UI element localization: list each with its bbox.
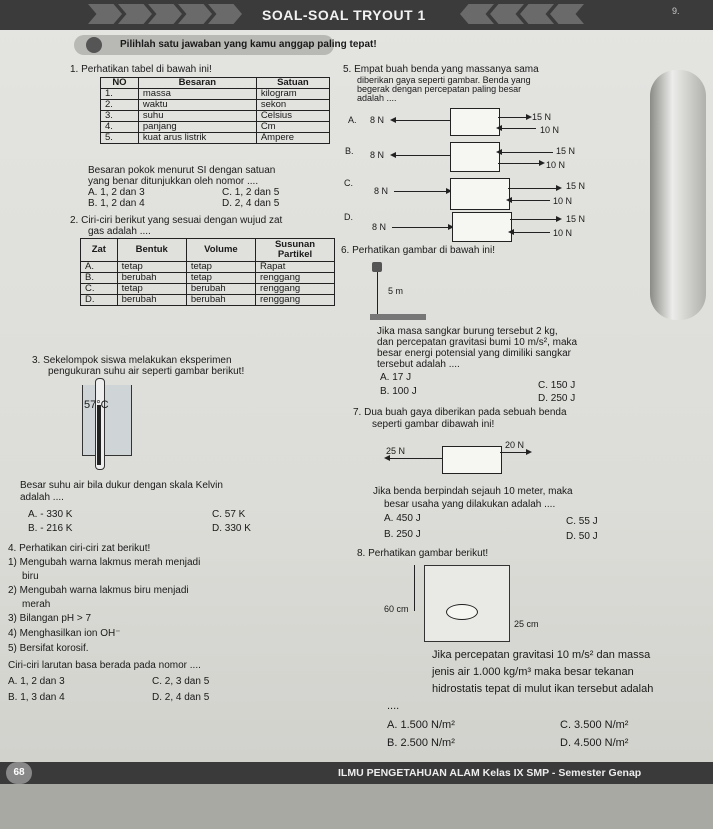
q2-prompt: gas adalah .... [88, 226, 151, 237]
force-arrow [394, 191, 450, 192]
q2-prompt: 2. Ciri-ciri berikut yang sesuai dengan wujud zat [70, 215, 283, 226]
q4-question: Ciri-ciri larutan basa berada pada nomor .... [8, 660, 201, 671]
force-label: 8 N [372, 222, 387, 232]
table-row: C. tetap berubah renggang [81, 284, 335, 295]
force-arrow [510, 219, 560, 220]
q3-option-b[interactable]: B. - 216 K [28, 523, 73, 534]
q8-question: hidrostatis tepat di mulut ikan tersebut adalah [432, 683, 654, 695]
q8-option-d[interactable]: D. 4.500 N/m² [560, 737, 629, 749]
force-label: 15 N [566, 181, 586, 191]
force-label: 8 N [370, 115, 385, 125]
q1-question: yang benar ditunjukkan oleh nomor .... [88, 176, 259, 187]
thermometer-reading: 57°C [84, 399, 109, 411]
q5-prompt: begerak dengan percepatan paling besar [357, 84, 522, 94]
depth-label: 60 cm [384, 604, 409, 614]
q7-question: Jika benda berpindah sejauh 10 meter, maka [373, 486, 573, 497]
q8-question: Jika percepatan gravitasi 10 m/s² dan massa [432, 649, 651, 661]
q6-question: tersebut adalah .... [377, 359, 460, 370]
q5-option-d[interactable]: D. [344, 212, 353, 222]
q2-table [80, 238, 335, 306]
q5-option-c[interactable]: C. [344, 178, 353, 188]
fish-depth-label: 25 cm [514, 619, 539, 629]
force-arrow [498, 128, 536, 129]
q4-item: 4) Menghasilkan ion OH⁻ [8, 628, 121, 639]
table-header: Besaran [138, 78, 256, 89]
q5-prompt: 5. Empat buah benda yang massanya sama [343, 64, 539, 75]
q7-question: besar usaha yang dilakukan adalah .... [384, 499, 556, 510]
q1-option-c[interactable]: C. 1, 2 dan 5 [222, 187, 280, 198]
q7-option-b[interactable]: B. 250 J [384, 529, 421, 540]
q1-option-a[interactable]: A. 1, 2 dan 3 [88, 187, 145, 198]
force-label: 8 N [374, 186, 389, 196]
instruction-text: Pilihlah satu jawaban yang kamu anggap paling tepat! [120, 39, 377, 50]
q4-item: 2) Mengubah warna lakmus biru menjadi [8, 585, 189, 596]
q1-prompt: 1. Perhatikan tabel di bawah ini! [70, 64, 212, 75]
q4-item: 3) Bilangan pH > 7 [8, 613, 92, 624]
force-label: 8 N [370, 150, 385, 160]
force-label: 25 N [386, 446, 406, 456]
fish-icon [446, 604, 478, 620]
q1-question: Besaran pokok menurut SI dengan satuan [88, 165, 276, 176]
force-arrow [510, 232, 550, 233]
q7-option-a[interactable]: A. 450 J [384, 513, 421, 524]
height-line [377, 272, 378, 314]
q7-option-d[interactable]: D. 50 J [566, 531, 598, 542]
q6-question: dan percepatan gravitasi bumi 10 m/s², maka [377, 337, 578, 348]
table-row: D. berubah berubah renggang [81, 295, 335, 306]
q3-option-a[interactable]: A. - 330 K [28, 509, 73, 520]
block [450, 108, 500, 136]
q6-option-a[interactable]: A. 17 J [380, 372, 412, 383]
force-arrow [500, 452, 530, 453]
q8-option-b[interactable]: B. 2.500 N/m² [387, 737, 455, 749]
q4-item: merah [22, 599, 51, 610]
page-title: SOAL-SOAL TRYOUT 1 [262, 7, 426, 23]
table-row: 1. massa kilogram [101, 89, 330, 100]
force-arrow [392, 155, 450, 156]
force-arrow [508, 188, 560, 189]
q1-option-b[interactable]: B. 1, 2 dan 4 [88, 198, 145, 209]
q1-table [100, 77, 330, 144]
page-mark: 9. [672, 6, 680, 16]
block [450, 178, 510, 210]
force-arrow [392, 227, 452, 228]
table-header: Bentuk [117, 239, 186, 262]
footer-text: ILMU PENGETAHUAN ALAM Kelas IX SMP - Semester Genap [338, 767, 642, 779]
table-header: NO [101, 78, 139, 89]
q6-option-b[interactable]: B. 100 J [380, 386, 417, 397]
table-header: Volume [186, 239, 255, 262]
force-label: 10 N [546, 160, 566, 170]
force-label: 10 N [553, 196, 573, 206]
table-row: A. tetap tetap Rapat [81, 262, 335, 273]
q5-option-a[interactable]: A. [348, 115, 357, 125]
height-label: 5 m [388, 286, 404, 296]
force-arrow [498, 117, 530, 118]
table-row: 3. suhu Celsius [101, 111, 330, 122]
force-arrow [508, 200, 550, 201]
q8-option-a[interactable]: A. 1.500 N/m² [387, 719, 455, 731]
q6-question: Jika masa sangkar burung tersebut 2 kg, [377, 326, 558, 337]
q6-prompt: 6. Perhatikan gambar di bawah ini! [341, 245, 495, 256]
force-label: 10 N [540, 125, 560, 135]
mercury-column [97, 405, 101, 465]
table-header: Susunan Partikel [256, 239, 335, 262]
q4-prompt: 4. Perhatikan ciri-ciri zat berikut! [8, 543, 151, 554]
q6-option-c[interactable]: C. 150 J [538, 380, 576, 391]
q4-item: biru [22, 571, 39, 582]
q1-option-d[interactable]: D. 2, 4 dan 5 [222, 198, 280, 209]
force-arrow [498, 163, 543, 164]
table-row: 4. panjang Cm [101, 122, 330, 133]
q3-option-d[interactable]: D. 330 K [212, 523, 251, 534]
q5-prompt: diberikan gaya seperti gambar. Benda yang [357, 75, 531, 85]
force-label: 20 N [505, 440, 525, 450]
force-arrow [498, 152, 553, 153]
pencil-photo [650, 70, 706, 320]
q6-question: besar energi potensial yang dimiliki sangkar [377, 348, 571, 359]
block [442, 446, 502, 474]
q4-option-d[interactable]: D. 2, 4 dan 5 [152, 692, 210, 703]
q3-prompt: pengukuran suhu air seperti gambar berikut! [48, 366, 245, 377]
table-header: Zat [81, 239, 118, 262]
birdcage-icon [372, 262, 382, 272]
force-label: 15 N [556, 146, 576, 156]
force-label: 10 N [553, 228, 573, 238]
q7-option-c[interactable]: C. 55 J [566, 516, 598, 527]
q5-prompt: adalah .... [357, 93, 397, 103]
q6-option-d[interactable]: D. 250 J [538, 393, 576, 404]
q8-question: jenis air 1.000 kg/m³ maka besar tekanan [432, 666, 634, 678]
q8-prompt: 8. Perhatikan gambar berikut! [357, 548, 489, 559]
force-label: 15 N [566, 214, 586, 224]
force-arrow [386, 458, 442, 459]
q5-option-b[interactable]: B. [345, 146, 354, 156]
table-row: 5. kuat arus listrik Ampere [101, 133, 330, 144]
q8-option-c[interactable]: C. 3.500 N/m² [560, 719, 629, 731]
q8-question: .... [387, 700, 400, 712]
q4-option-c[interactable]: C. 2, 3 dan 5 [152, 676, 210, 687]
q4-item: 5) Bersifat korosif. [8, 643, 89, 654]
table-row: B. berubah tetap renggang [81, 273, 335, 284]
q3-question: Besar suhu air bila dukur dengan skala Kelvin [20, 480, 223, 491]
q3-question: adalah .... [20, 492, 64, 503]
q4-item: 1) Mengubah warna lakmus merah menjadi [8, 557, 201, 568]
desk-surface [0, 784, 713, 829]
depth-line [414, 565, 415, 611]
beaker [82, 385, 132, 456]
q3-option-c[interactable]: C. 57 K [212, 509, 246, 520]
q3-prompt: 3. Sekelompok siswa melakukan eksperimen [32, 355, 232, 366]
force-label: 15 N [532, 112, 552, 122]
q7-prompt: seperti gambar dibawah ini! [372, 419, 495, 430]
table-row: 2. waktu sekon [101, 100, 330, 111]
force-arrow [392, 120, 450, 121]
ground [370, 314, 426, 320]
block [452, 212, 512, 242]
table-header: Satuan [256, 78, 329, 89]
page-number: 68 [6, 762, 32, 784]
q4-option-a[interactable]: A. 1, 2 dan 3 [8, 676, 65, 687]
q4-option-b[interactable]: B. 1, 3 dan 4 [8, 692, 65, 703]
q7-prompt: 7. Dua buah gaya diberikan pada sebuah benda [353, 407, 567, 418]
block [450, 142, 500, 172]
bullet-icon [86, 37, 102, 53]
